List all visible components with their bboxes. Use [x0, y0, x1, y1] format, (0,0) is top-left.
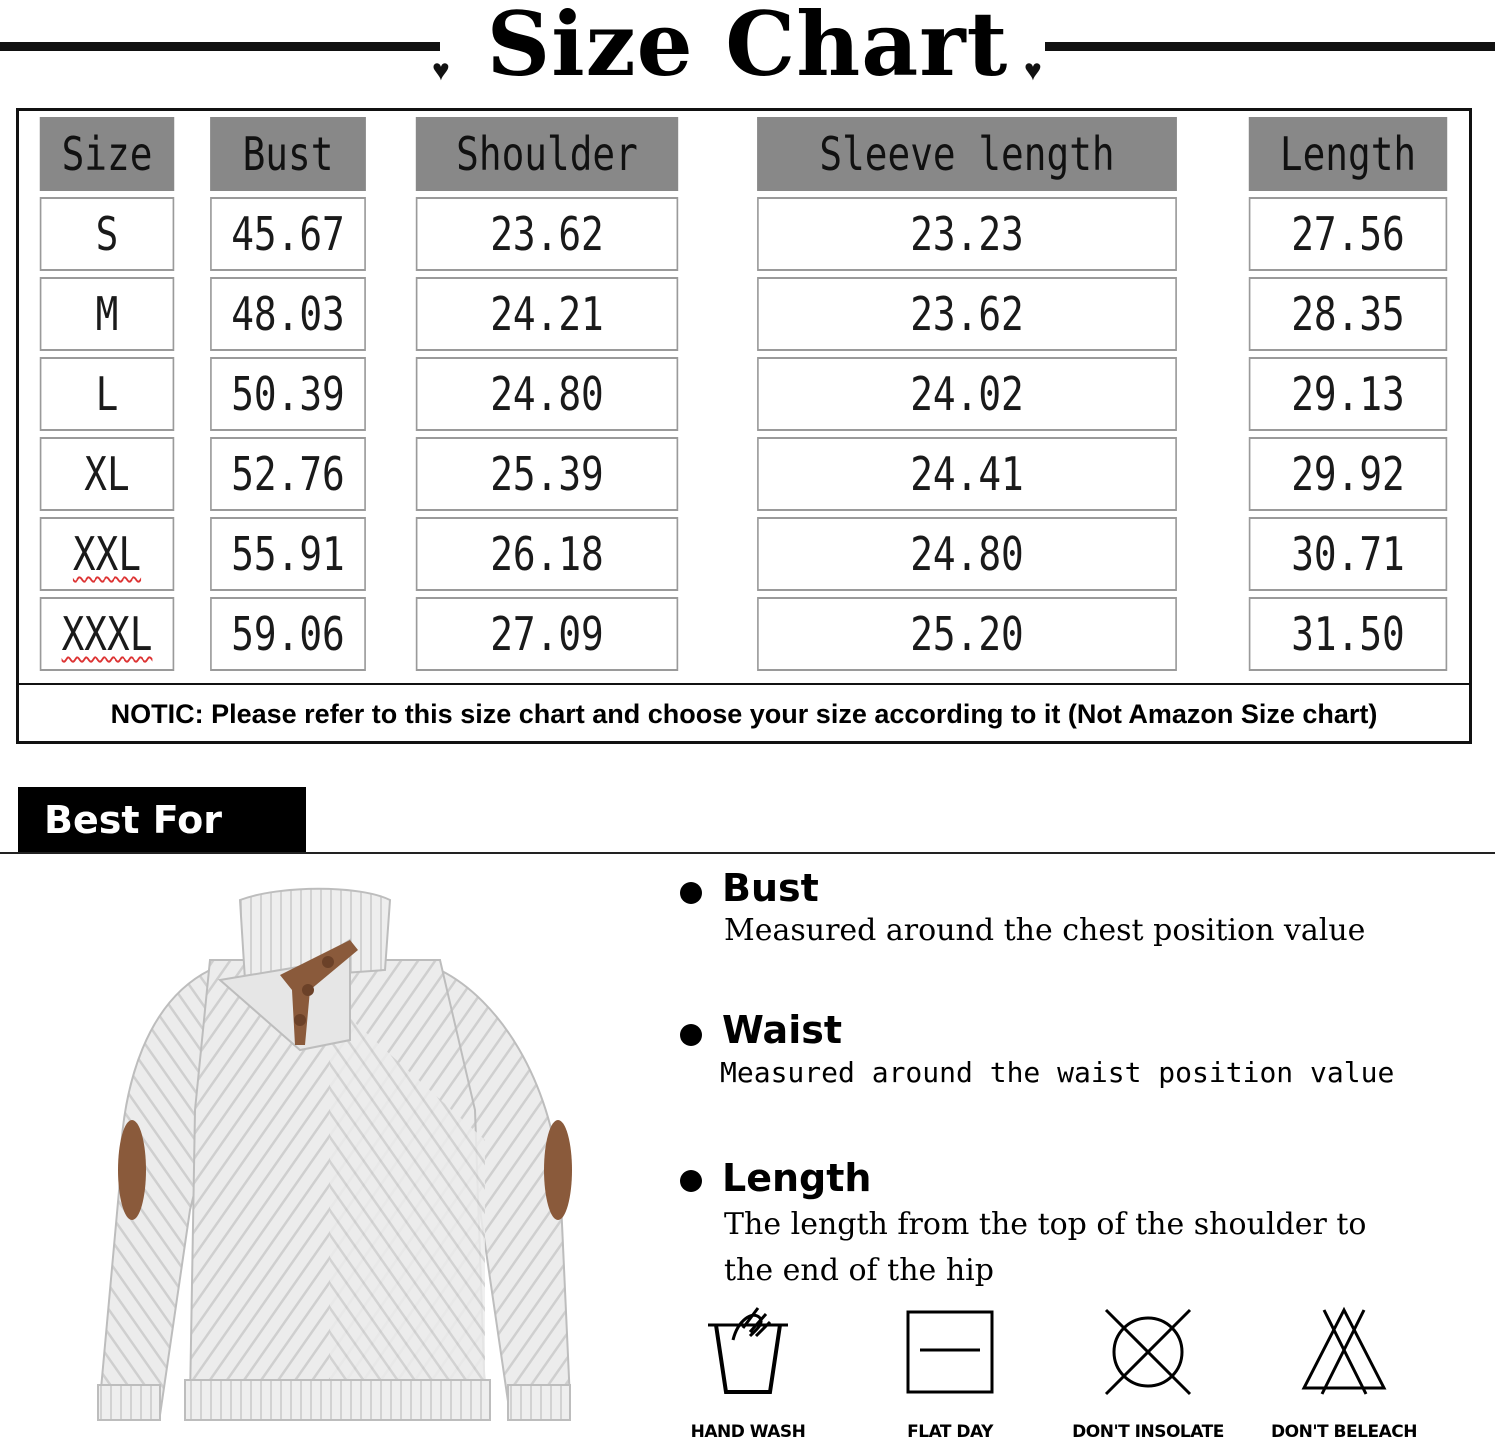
table-header-row [25, 117, 1469, 191]
care-item-no-bleach [1264, 1300, 1424, 1450]
measurement-description: The length from the top of the shoulder to [724, 1207, 1367, 1242]
care-label: HAND WASH [690, 1422, 806, 1442]
size-notice: NOTIC: Please refer to this size chart and choose your size according to it (Not Amazon Size chart) [19, 683, 1469, 743]
care-item-hand-wash [668, 1300, 828, 1450]
do-not-tumble-dry-icon [1098, 1300, 1198, 1400]
table-cell: 48.03 [210, 277, 366, 351]
title-rule-right [1045, 42, 1495, 51]
measurement-description: Measured around the waist position value [720, 1056, 1395, 1089]
table-cell: 26.18 [416, 517, 678, 591]
measurement-title: Bust [722, 866, 819, 910]
care-label: DON'T INSOLATE [1072, 1422, 1224, 1442]
do-not-bleach-icon [1294, 1300, 1394, 1400]
best-for-you-tab: Best For You [18, 787, 306, 853]
table-cell [40, 597, 174, 671]
heart-icon: ♥ [1024, 54, 1042, 87]
sweater-image [80, 880, 580, 1440]
table-cell: 24.21 [416, 277, 678, 351]
heart-icon: ♥ [432, 54, 450, 87]
column-header: Shoulder [416, 117, 678, 191]
care-item-flat-dry [870, 1300, 1030, 1450]
table-row [25, 357, 1469, 431]
table-cell: 23.62 [757, 277, 1177, 351]
table-cell: 29.13 [1249, 357, 1447, 431]
table-cell: 25.39 [416, 437, 678, 511]
bullet-icon [680, 1024, 702, 1046]
table-cell: 24.80 [757, 517, 1177, 591]
column-header: Size [40, 117, 174, 191]
table-row [25, 437, 1469, 511]
bullet-icon [680, 1170, 702, 1192]
table-cell: 27.09 [416, 597, 678, 671]
bullet-icon [680, 882, 702, 904]
column-header: Length [1249, 117, 1447, 191]
table-cell: L [40, 357, 174, 431]
table-cell: 30.71 [1249, 517, 1447, 591]
table-cell [40, 517, 174, 591]
table-row [25, 197, 1469, 271]
column-header: Bust [210, 117, 366, 191]
table-cell: 52.76 [210, 437, 366, 511]
table-cell: S [40, 197, 174, 271]
size-label: XXXL [61, 607, 153, 661]
care-item-no-insolate [1068, 1300, 1228, 1450]
title-banner [0, 0, 1495, 100]
table-cell: 55.91 [210, 517, 366, 591]
size-table [21, 111, 1473, 677]
table-row [25, 597, 1469, 671]
measurement-description: the end of the hip [724, 1253, 994, 1288]
table-cell: 24.80 [416, 357, 678, 431]
table-cell: 28.35 [1249, 277, 1447, 351]
measurement-title: Length [722, 1156, 872, 1200]
size-label: XXL [72, 527, 142, 581]
size-table-box [16, 108, 1472, 744]
table-row [25, 517, 1469, 591]
table-cell: 31.50 [1249, 597, 1447, 671]
table-row [25, 277, 1469, 351]
table-cell: 27.56 [1249, 197, 1447, 271]
table-cell: 45.67 [210, 197, 366, 271]
table-cell: XL [40, 437, 174, 511]
table-cell: 59.06 [210, 597, 366, 671]
table-cell: 23.62 [416, 197, 678, 271]
table-cell: 24.02 [757, 357, 1177, 431]
hand-wash-icon [698, 1300, 798, 1400]
table-cell: 29.92 [1249, 437, 1447, 511]
table-cell: 23.23 [757, 197, 1177, 271]
flat-dry-icon [900, 1300, 1000, 1400]
column-header: Sleeve length [757, 117, 1177, 191]
care-label: FLAT DAY [907, 1422, 993, 1442]
page-title: Size Chart [486, 0, 1009, 96]
measurement-description: Measured around the chest position value [724, 913, 1366, 948]
table-cell: 50.39 [210, 357, 366, 431]
section-divider [0, 852, 1495, 854]
table-cell: 25.20 [757, 597, 1177, 671]
table-cell: 24.41 [757, 437, 1177, 511]
measurement-title: Waist [722, 1008, 843, 1052]
care-label: DON'T BELEACH [1271, 1422, 1417, 1442]
table-cell: M [40, 277, 174, 351]
